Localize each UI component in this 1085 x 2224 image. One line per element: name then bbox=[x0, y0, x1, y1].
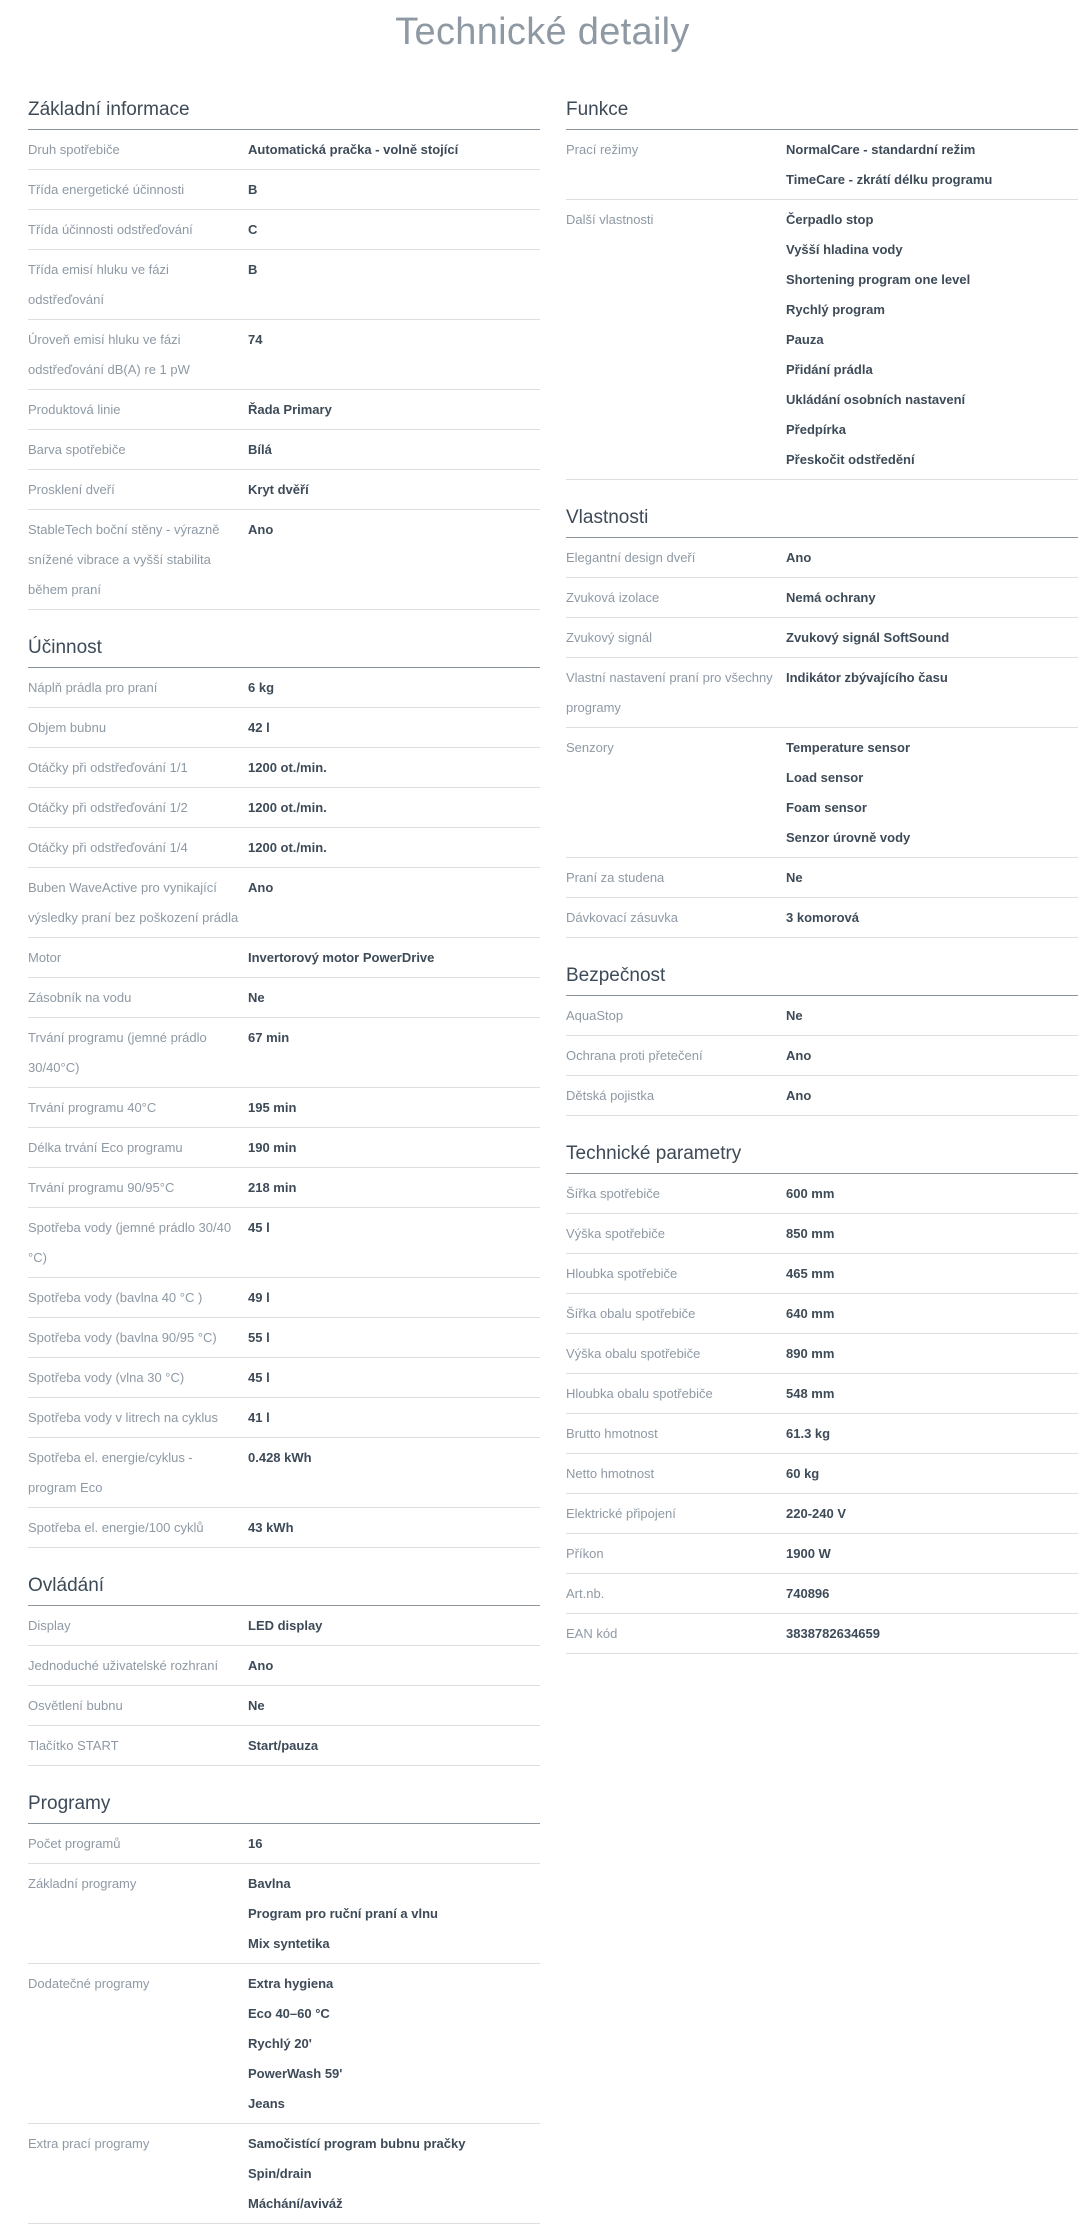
spec-value: 548 mm bbox=[786, 1386, 835, 1401]
spec-value: NormalCare - standardní režim bbox=[786, 142, 976, 157]
spec-values bbox=[786, 543, 1078, 573]
spec-value: B bbox=[248, 262, 258, 277]
spec-values bbox=[248, 435, 540, 465]
spec-values bbox=[248, 475, 540, 505]
spec-label: Další vlastnosti bbox=[566, 212, 654, 227]
spec-values bbox=[248, 1969, 540, 2119]
spec-value: Rychlý 20' bbox=[248, 2036, 312, 2051]
spec-values bbox=[786, 1001, 1078, 1031]
spec-values bbox=[786, 663, 1078, 723]
spec-values bbox=[248, 395, 540, 425]
spec-values bbox=[248, 873, 540, 933]
spec-value: 1200 ot./min. bbox=[248, 760, 327, 775]
spec-value: 60 kg bbox=[786, 1466, 820, 1481]
spec-row bbox=[28, 668, 540, 708]
spec-row bbox=[28, 748, 540, 788]
spec-label: Dodatečné programy bbox=[28, 1976, 150, 1991]
spec-value: 49 l bbox=[248, 1290, 270, 1305]
spec-label: Spotřeba vody v litrech na cyklus bbox=[28, 1410, 219, 1425]
spec-values bbox=[248, 713, 540, 743]
spec-value: Mix syntetika bbox=[248, 1936, 330, 1951]
spec-row bbox=[28, 1318, 540, 1358]
spec-label: Display bbox=[28, 1618, 71, 1633]
spec-label: Ochrana proti přetečení bbox=[566, 1048, 703, 1063]
spec-values bbox=[248, 1611, 540, 1641]
spec-label: Úroveň emisí hluku ve fázi odstřeďování dB(A) re 1 pW bbox=[28, 332, 190, 377]
spec-value: 600 mm bbox=[786, 1186, 835, 1201]
spec-values bbox=[248, 1093, 540, 1123]
section-spacer bbox=[28, 610, 540, 636]
section-spacer bbox=[28, 1766, 540, 1792]
spec-value: 55 l bbox=[248, 1330, 270, 1345]
spec-value: Ano bbox=[786, 1088, 812, 1103]
spec-row bbox=[28, 2124, 540, 2224]
spec-value: Ano bbox=[786, 550, 812, 565]
spec-value: Ne bbox=[248, 1698, 265, 1713]
spec-row bbox=[566, 1254, 1078, 1294]
spec-row bbox=[28, 1438, 540, 1508]
spec-values bbox=[248, 1731, 540, 1761]
spec-value: Bavlna bbox=[248, 1876, 291, 1891]
spec-row bbox=[566, 1294, 1078, 1334]
spec-value: 190 min bbox=[248, 1140, 297, 1155]
section-spacer bbox=[566, 1116, 1078, 1142]
section-spacer bbox=[566, 938, 1078, 964]
spec-row bbox=[28, 390, 540, 430]
spec-values bbox=[248, 175, 540, 205]
spec-value: Ano bbox=[248, 522, 274, 537]
spec-value: 3838782634659 bbox=[786, 1626, 880, 1641]
spec-values bbox=[786, 1419, 1078, 1449]
spec-label: Otáčky při odstřeďování 1/2 bbox=[28, 800, 188, 815]
spec-row bbox=[566, 728, 1078, 858]
spec-label: Produktová linie bbox=[28, 402, 121, 417]
spec-section-programy bbox=[28, 1792, 540, 2224]
spec-label: Spotřeba vody (bavlna 90/95 °C) bbox=[28, 1330, 217, 1345]
spec-label: Vlastní nastavení praní pro všechny programy bbox=[566, 670, 773, 715]
spec-value: Automatická pračka - volně stojící bbox=[248, 142, 459, 157]
spec-label: Třída energetické účinnosti bbox=[28, 182, 185, 197]
spec-row bbox=[28, 430, 540, 470]
spec-values bbox=[248, 1213, 540, 1273]
spec-row bbox=[566, 1334, 1078, 1374]
spec-label: Druh spotřebiče bbox=[28, 142, 120, 157]
spec-value: 890 mm bbox=[786, 1346, 835, 1361]
spec-label: StableTech boční stěny - výrazně snížené vibrace a vyšší stabilita během praní bbox=[28, 522, 220, 597]
spec-values bbox=[786, 733, 1078, 853]
spec-value: Foam sensor bbox=[786, 800, 867, 815]
spec-value: Jeans bbox=[248, 2096, 285, 2111]
spec-values bbox=[786, 135, 1078, 195]
spec-row bbox=[566, 996, 1078, 1036]
left-column bbox=[28, 98, 540, 2224]
spec-label: Spotřeba el. energie/cyklus - program Eco bbox=[28, 1450, 193, 1495]
spec-row bbox=[28, 1646, 540, 1686]
spec-value: 45 l bbox=[248, 1220, 270, 1235]
spec-row bbox=[28, 130, 540, 170]
spec-values bbox=[248, 673, 540, 703]
spec-value: Extra hygiena bbox=[248, 1976, 334, 1991]
spec-row bbox=[566, 1574, 1078, 1614]
spec-row bbox=[28, 828, 540, 868]
spec-value: 465 mm bbox=[786, 1266, 835, 1281]
spec-value: Předpírka bbox=[786, 422, 846, 437]
spec-values bbox=[248, 1513, 540, 1543]
spec-label: Třída účinnosti odstřeďování bbox=[28, 222, 193, 237]
spec-values bbox=[786, 1379, 1078, 1409]
spec-label: Zásobník na vodu bbox=[28, 990, 132, 1005]
spec-label: Jednoduché uživatelské rozhraní bbox=[28, 1658, 219, 1673]
spec-row bbox=[28, 170, 540, 210]
spec-value: LED display bbox=[248, 1618, 323, 1633]
spec-row bbox=[28, 1508, 540, 1548]
spec-row bbox=[566, 658, 1078, 728]
spec-value: Čerpadlo stop bbox=[786, 212, 874, 227]
spec-row bbox=[28, 470, 540, 510]
spec-row bbox=[28, 510, 540, 610]
spec-section-vlastnosti bbox=[566, 506, 1078, 938]
spec-value: 0.428 kWh bbox=[248, 1450, 312, 1465]
spec-value: Samočistící program bubnu pračky bbox=[248, 2136, 466, 2151]
spec-row bbox=[566, 618, 1078, 658]
spec-value: Kryt dvěří bbox=[248, 482, 309, 497]
spec-label: Barva spotřebiče bbox=[28, 442, 126, 457]
page-title: Technické detaily bbox=[395, 11, 690, 53]
spec-values bbox=[786, 1539, 1078, 1569]
spec-values bbox=[248, 753, 540, 783]
spec-label: Trvání programu 90/95°C bbox=[28, 1180, 175, 1195]
spec-value: Spin/drain bbox=[248, 2166, 312, 2181]
spec-value: C bbox=[248, 222, 258, 237]
spec-row bbox=[566, 130, 1078, 200]
spec-value: Přidání prádla bbox=[786, 362, 873, 377]
spec-value: 1200 ot./min. bbox=[248, 840, 327, 855]
spec-value: Vyšší hladina vody bbox=[786, 242, 903, 257]
section-title: Účinnost bbox=[28, 636, 540, 668]
spec-value: Zvukový signál SoftSound bbox=[786, 630, 950, 645]
spec-row bbox=[28, 1606, 540, 1646]
spec-value: 42 l bbox=[248, 720, 270, 735]
spec-row bbox=[28, 1168, 540, 1208]
spec-values bbox=[248, 1829, 540, 1859]
spec-values bbox=[786, 1081, 1078, 1111]
spec-values bbox=[786, 1619, 1078, 1649]
spec-label: Délka trvání Eco programu bbox=[28, 1140, 183, 1155]
spec-label: Prosklení dveří bbox=[28, 482, 115, 497]
spec-values bbox=[248, 983, 540, 1013]
spec-label: Motor bbox=[28, 950, 62, 965]
spec-value: Ano bbox=[248, 880, 274, 895]
spec-value: 1200 ot./min. bbox=[248, 800, 327, 815]
section-title: Technické parametry bbox=[566, 1142, 1078, 1174]
spec-values bbox=[248, 1363, 540, 1393]
spec-value: 41 l bbox=[248, 1410, 270, 1425]
spec-columns bbox=[0, 98, 1085, 2224]
spec-row bbox=[28, 1726, 540, 1766]
spec-label: Výška obalu spotřebiče bbox=[566, 1346, 701, 1361]
spec-label: Senzory bbox=[566, 740, 614, 755]
spec-value: 740896 bbox=[786, 1586, 830, 1601]
spec-label: Tlačítko START bbox=[28, 1738, 119, 1753]
spec-row bbox=[28, 1018, 540, 1088]
section-spacer bbox=[28, 1548, 540, 1574]
spec-label: Hloubka spotřebiče bbox=[566, 1266, 678, 1281]
section-title: Bezpečnost bbox=[566, 964, 1078, 996]
spec-value: Rychlý program bbox=[786, 302, 885, 317]
spec-values bbox=[786, 1339, 1078, 1369]
spec-label: Prací režimy bbox=[566, 142, 639, 157]
spec-value: Senzor úrovně vody bbox=[786, 830, 911, 845]
spec-row bbox=[566, 858, 1078, 898]
spec-value: Máchání/aviváž bbox=[248, 2196, 343, 2211]
spec-values bbox=[248, 1869, 540, 1959]
spec-value: 16 bbox=[248, 1836, 263, 1851]
spec-row bbox=[566, 898, 1078, 938]
spec-row bbox=[28, 868, 540, 938]
spec-label: Náplň prádla pro praní bbox=[28, 680, 158, 695]
section-title: Ovládání bbox=[28, 1574, 540, 1606]
spec-label: AquaStop bbox=[566, 1008, 624, 1023]
spec-value: Load sensor bbox=[786, 770, 864, 785]
spec-row bbox=[566, 1454, 1078, 1494]
spec-values bbox=[786, 623, 1078, 653]
spec-row bbox=[28, 320, 540, 390]
spec-value: Přeskočit odstředění bbox=[786, 452, 915, 467]
spec-label: Zvuková izolace bbox=[566, 590, 660, 605]
spec-value: Ano bbox=[248, 1658, 274, 1673]
spec-row bbox=[566, 538, 1078, 578]
spec-row bbox=[28, 1864, 540, 1964]
spec-row bbox=[28, 1128, 540, 1168]
spec-label: Brutto hmotnost bbox=[566, 1426, 658, 1441]
spec-value: Program pro ruční praní a vlnu bbox=[248, 1906, 438, 1921]
spec-row bbox=[28, 788, 540, 828]
spec-label: Šířka obalu spotřebiče bbox=[566, 1306, 696, 1321]
spec-row bbox=[28, 1358, 540, 1398]
spec-values bbox=[248, 515, 540, 605]
spec-value: 6 kg bbox=[248, 680, 275, 695]
spec-values bbox=[248, 1133, 540, 1163]
spec-section-ovladani bbox=[28, 1574, 540, 1766]
spec-value: Temperature sensor bbox=[786, 740, 911, 755]
spec-value: Ne bbox=[786, 1008, 803, 1023]
spec-value: 640 mm bbox=[786, 1306, 835, 1321]
spec-values bbox=[248, 2129, 540, 2219]
spec-row bbox=[28, 1964, 540, 2124]
spec-value: Shortening program one level bbox=[786, 272, 971, 287]
spec-value: TimeCare - zkrátí délku programu bbox=[786, 172, 993, 187]
spec-label: EAN kód bbox=[566, 1626, 618, 1641]
spec-values bbox=[248, 943, 540, 973]
spec-row bbox=[28, 1208, 540, 1278]
spec-values bbox=[786, 903, 1078, 933]
spec-row bbox=[566, 1174, 1078, 1214]
spec-values bbox=[786, 1179, 1078, 1209]
section-title: Základní informace bbox=[28, 98, 540, 130]
spec-values bbox=[786, 1299, 1078, 1329]
spec-label: Třída emisí hluku ve fázi odstřeďování bbox=[28, 262, 169, 307]
spec-section-funkce bbox=[566, 98, 1078, 480]
spec-section-ucinnost bbox=[28, 636, 540, 1548]
section-title: Vlastnosti bbox=[566, 506, 1078, 538]
spec-section-bezpecnost bbox=[566, 964, 1078, 1116]
spec-value: Ne bbox=[786, 870, 803, 885]
spec-value: 61.3 kg bbox=[786, 1426, 831, 1441]
spec-row bbox=[566, 1534, 1078, 1574]
section-spacer bbox=[566, 480, 1078, 506]
spec-values bbox=[248, 255, 540, 315]
spec-row bbox=[28, 210, 540, 250]
spec-values bbox=[248, 1443, 540, 1503]
spec-values bbox=[248, 1323, 540, 1353]
spec-value: Invertorový motor PowerDrive bbox=[248, 950, 435, 965]
spec-value: 218 min bbox=[248, 1180, 297, 1195]
spec-value: Bílá bbox=[248, 442, 272, 457]
spec-values bbox=[786, 863, 1078, 893]
spec-row bbox=[28, 1824, 540, 1864]
spec-row bbox=[28, 250, 540, 320]
spec-label: Příkon bbox=[566, 1546, 604, 1561]
spec-label: Spotřeba vody (vlna 30 °C) bbox=[28, 1370, 185, 1385]
spec-value: Ukládání osobních nastavení bbox=[786, 392, 966, 407]
spec-values bbox=[786, 1459, 1078, 1489]
spec-value: Nemá ochrany bbox=[786, 590, 876, 605]
spec-values bbox=[248, 135, 540, 165]
spec-label: Šířka spotřebiče bbox=[566, 1186, 660, 1201]
spec-row bbox=[28, 1686, 540, 1726]
spec-label: Art.nb. bbox=[566, 1586, 605, 1601]
spec-value: Indikátor zbývajícího času bbox=[786, 670, 948, 685]
spec-label: Buben WaveActive pro vynikající výsledky praní bez poškození prádla bbox=[28, 880, 239, 925]
spec-row bbox=[566, 1076, 1078, 1116]
spec-values bbox=[248, 1403, 540, 1433]
spec-values bbox=[786, 1579, 1078, 1609]
spec-label: Výška spotřebiče bbox=[566, 1226, 665, 1241]
spec-row bbox=[28, 708, 540, 748]
spec-label: Elektrické připojení bbox=[566, 1506, 676, 1521]
spec-label: Otáčky při odstřeďování 1/4 bbox=[28, 840, 188, 855]
spec-label: Dávkovací zásuvka bbox=[566, 910, 678, 925]
spec-row bbox=[566, 1614, 1078, 1654]
spec-label: Počet programů bbox=[28, 1836, 121, 1851]
spec-values bbox=[786, 1499, 1078, 1529]
spec-values bbox=[248, 1173, 540, 1203]
spec-values bbox=[248, 793, 540, 823]
spec-value: 195 min bbox=[248, 1100, 297, 1115]
spec-value: 74 bbox=[248, 332, 263, 347]
spec-label: Spotřeba vody (bavlna 40 °C ) bbox=[28, 1290, 203, 1305]
spec-label: Extra prací programy bbox=[28, 2136, 150, 2151]
spec-values bbox=[786, 1259, 1078, 1289]
spec-value: Ano bbox=[786, 1048, 812, 1063]
spec-value: 3 komorová bbox=[786, 910, 859, 925]
spec-row bbox=[566, 200, 1078, 480]
spec-values bbox=[786, 1219, 1078, 1249]
spec-value: PowerWash 59' bbox=[248, 2066, 343, 2081]
spec-label: Trvání programu 40°C bbox=[28, 1100, 157, 1115]
spec-value: B bbox=[248, 182, 258, 197]
spec-value: Eco 40–60 °C bbox=[248, 2006, 330, 2021]
spec-values bbox=[248, 1023, 540, 1083]
section-title: Programy bbox=[28, 1792, 540, 1824]
spec-label: Trvání programu (jemné prádlo 30/40°C) bbox=[28, 1030, 207, 1075]
section-title: Funkce bbox=[566, 98, 1078, 130]
spec-value: 1900 W bbox=[786, 1546, 831, 1561]
spec-label: Netto hmotnost bbox=[566, 1466, 655, 1481]
spec-value: 43 kWh bbox=[248, 1520, 294, 1535]
spec-value: 67 min bbox=[248, 1030, 290, 1045]
spec-section-technicke-parametry bbox=[566, 1142, 1078, 1654]
spec-label: Spotřeba el. energie/100 cyklů bbox=[28, 1520, 204, 1535]
spec-row bbox=[566, 1374, 1078, 1414]
spec-row bbox=[566, 1214, 1078, 1254]
spec-value: 850 mm bbox=[786, 1226, 835, 1241]
spec-values bbox=[786, 1041, 1078, 1071]
spec-row bbox=[28, 1398, 540, 1438]
spec-label: Praní za studena bbox=[566, 870, 665, 885]
spec-label: Elegantní design dveří bbox=[566, 550, 696, 565]
spec-label: Dětská pojistka bbox=[566, 1088, 655, 1103]
spec-values bbox=[786, 205, 1078, 475]
spec-values bbox=[248, 1691, 540, 1721]
spec-values bbox=[248, 325, 540, 385]
spec-value: Ne bbox=[248, 990, 265, 1005]
spec-row bbox=[28, 978, 540, 1018]
spec-label: Spotřeba vody (jemné prádlo 30/40 °C) bbox=[28, 1220, 232, 1265]
right-column bbox=[566, 98, 1078, 2224]
spec-label: Zvukový signál bbox=[566, 630, 652, 645]
spec-label: Otáčky při odstřeďování 1/1 bbox=[28, 760, 188, 775]
spec-row bbox=[566, 578, 1078, 618]
spec-label: Objem bubnu bbox=[28, 720, 107, 735]
spec-row bbox=[28, 1088, 540, 1128]
spec-label: Osvětlení bubnu bbox=[28, 1698, 123, 1713]
spec-label: Základní programy bbox=[28, 1876, 137, 1891]
spec-values bbox=[786, 583, 1078, 613]
spec-row bbox=[566, 1414, 1078, 1454]
spec-value: 220-240 V bbox=[786, 1506, 846, 1521]
spec-value: Start/pauza bbox=[248, 1738, 319, 1753]
spec-row bbox=[566, 1494, 1078, 1534]
spec-values bbox=[248, 1651, 540, 1681]
spec-value: Řada Primary bbox=[248, 402, 332, 417]
spec-values bbox=[248, 215, 540, 245]
spec-values bbox=[248, 833, 540, 863]
spec-values bbox=[248, 1283, 540, 1313]
spec-value: Pauza bbox=[786, 332, 824, 347]
spec-row bbox=[566, 1036, 1078, 1076]
spec-row bbox=[28, 1278, 540, 1318]
spec-value: 45 l bbox=[248, 1370, 270, 1385]
spec-row bbox=[28, 938, 540, 978]
spec-section-zakladni-informace bbox=[28, 98, 540, 610]
spec-label: Hloubka obalu spotřebiče bbox=[566, 1386, 713, 1401]
